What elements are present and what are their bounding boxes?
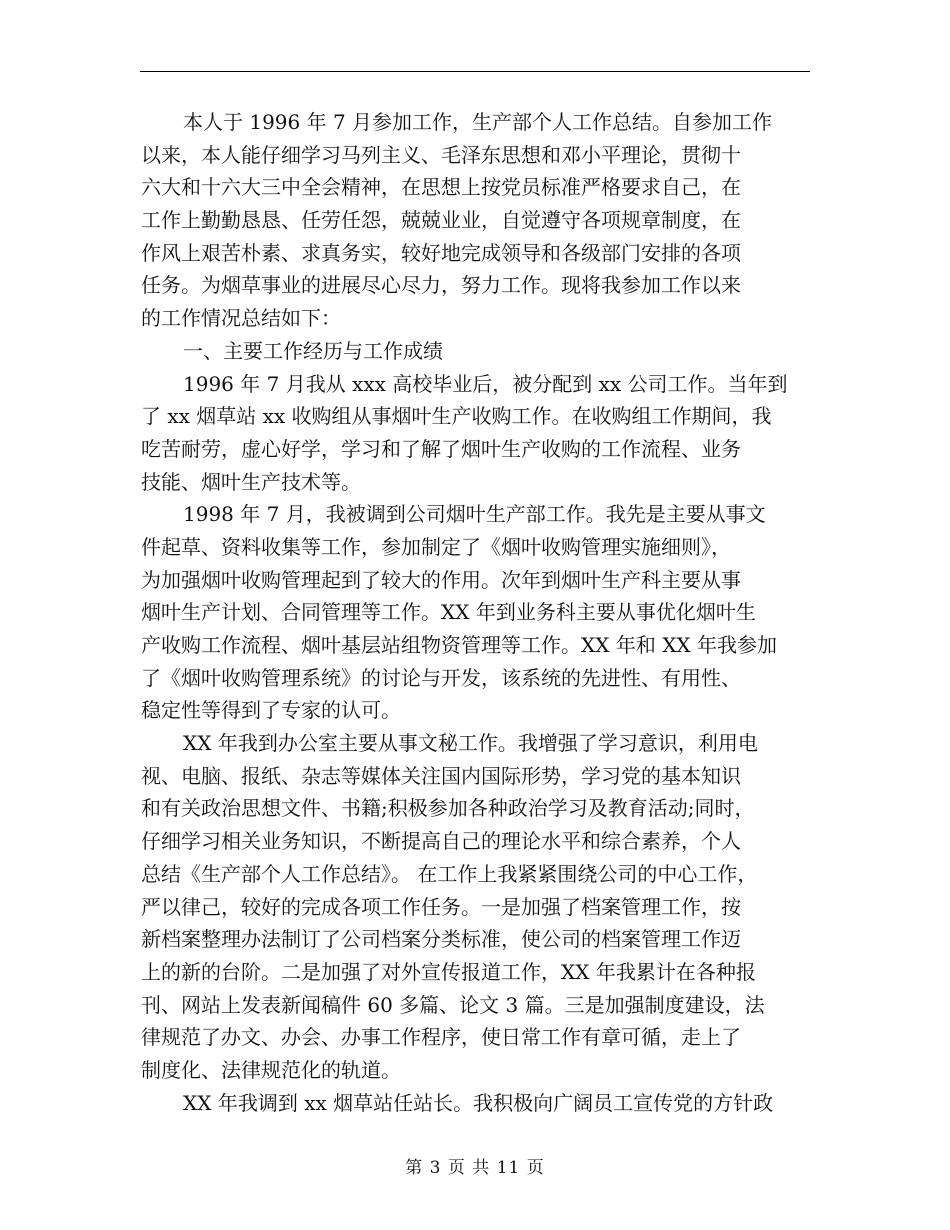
page-footer: 第 3 页 共 11 页 (405, 1158, 545, 1178)
text-line: XX 年我到办公室主要从事文秘工作。我增强了学习意识，利用电 (183, 731, 758, 756)
text-line: 仔细学习相关业务知识，不断提高自己的理论水平和综合素养，个人 (141, 829, 741, 854)
text-line: 1998 年 7 月，我被调到公司烟叶生产部工作。我先是主要从事文 (183, 502, 766, 527)
text-line: 任务。为烟草事业的进展尽心尽力，努力工作。现将我参加工作以来 (141, 273, 741, 298)
text-line: 严以律己，较好的完成各项工作任务。一是加强了档案管理工作，按 (141, 894, 741, 919)
text-line: 技能、烟叶生产技术等。 (141, 469, 361, 494)
text-line: 制度化、法律规范化的轨道。 (141, 1057, 401, 1082)
text-line: XX 年我调到 xx 烟草站任站长。我积极向广阔员工宣传党的方针政 (183, 1090, 774, 1115)
text-line: 六大和十六大三中全会精神，在思想上按党员标准严格要求自己，在 (141, 175, 741, 200)
text-line: 工作上勤勤恳恳、任劳任怨，兢兢业业，自觉遵守各项规章制度，在 (141, 208, 741, 233)
text-line: 的工作情况总结如下： (141, 306, 341, 331)
text-line: 视、电脑、报纸、杂志等媒体关注国内国际形势，学习党的基本知识 (141, 763, 741, 788)
text-line: 了 xx 烟草站 xx 收购组从事烟叶生产收购工作。在收购组工作期间，我 (141, 404, 772, 429)
header-rule (140, 71, 810, 72)
text-line: 吃苦耐劳，虚心好学，学习和了解了烟叶生产收购的工作流程、业务 (141, 436, 741, 461)
text-line: 烟叶生产计划、合同管理等工作。XX 年到业务科主要从事优化烟叶生 (141, 600, 756, 625)
text-line: 稳定性等得到了专家的认可。 (141, 698, 401, 723)
text-line: 件起草、资料收集等工作，参加制定了《烟叶收购管理实施细则》， (141, 534, 731, 559)
text-line: 本人于 1996 年 7 月参加工作，生产部个人工作总结。自参加工作 (183, 110, 773, 134)
document-body (141, 106, 811, 1119)
text-line: 上的新的台阶。二是加强了对外宣传报道工作，XX 年我累计在各种报 (141, 959, 756, 984)
text-line: 总结《生产部个人工作总结》。 在工作上我紧紧围绕公司的中心工作， (141, 861, 758, 886)
text-line: 1996 年 7 月我从 xxx 高校毕业后，被分配到 xx 公司工作。当年到 (183, 371, 788, 396)
text-line: 为加强烟叶收购管理起到了较大的作用。次年到烟叶生产科主要从事 (141, 567, 741, 592)
text-line: 新档案整理办法制订了公司档案分类标准，使公司的档案管理工作迈 (141, 927, 741, 952)
text-line: 产收购工作流程、烟叶基层站组物资管理等工作。XX 年和 XX 年我参加 (141, 633, 778, 657)
text-line: 和有关政治思想文件、书籍;积极参加各种政治学习及教育活动;同时， (141, 796, 755, 821)
text-line: 律规范了办文、办会、办事工作程序，使日常工作有章可循，走上了 (141, 1025, 741, 1050)
text-line: 作风上艰苦朴素、求真务实，较好地完成领导和各级部门安排的各项 (141, 240, 741, 265)
text-line: 一、主要工作经历与工作成绩 (183, 338, 443, 363)
text-line: 了《烟叶收购管理系统》的讨论与开发，该系统的先进性、有用性、 (141, 665, 741, 690)
text-line: 刊、网站上发表新闻稿件 60 多篇、论文 3 篇。三是加强制度建设，法 (141, 992, 765, 1017)
text-line: 以来，本人能仔细学习马列主义、毛泽东思想和邓小平理论，贯彻十 (141, 142, 741, 167)
